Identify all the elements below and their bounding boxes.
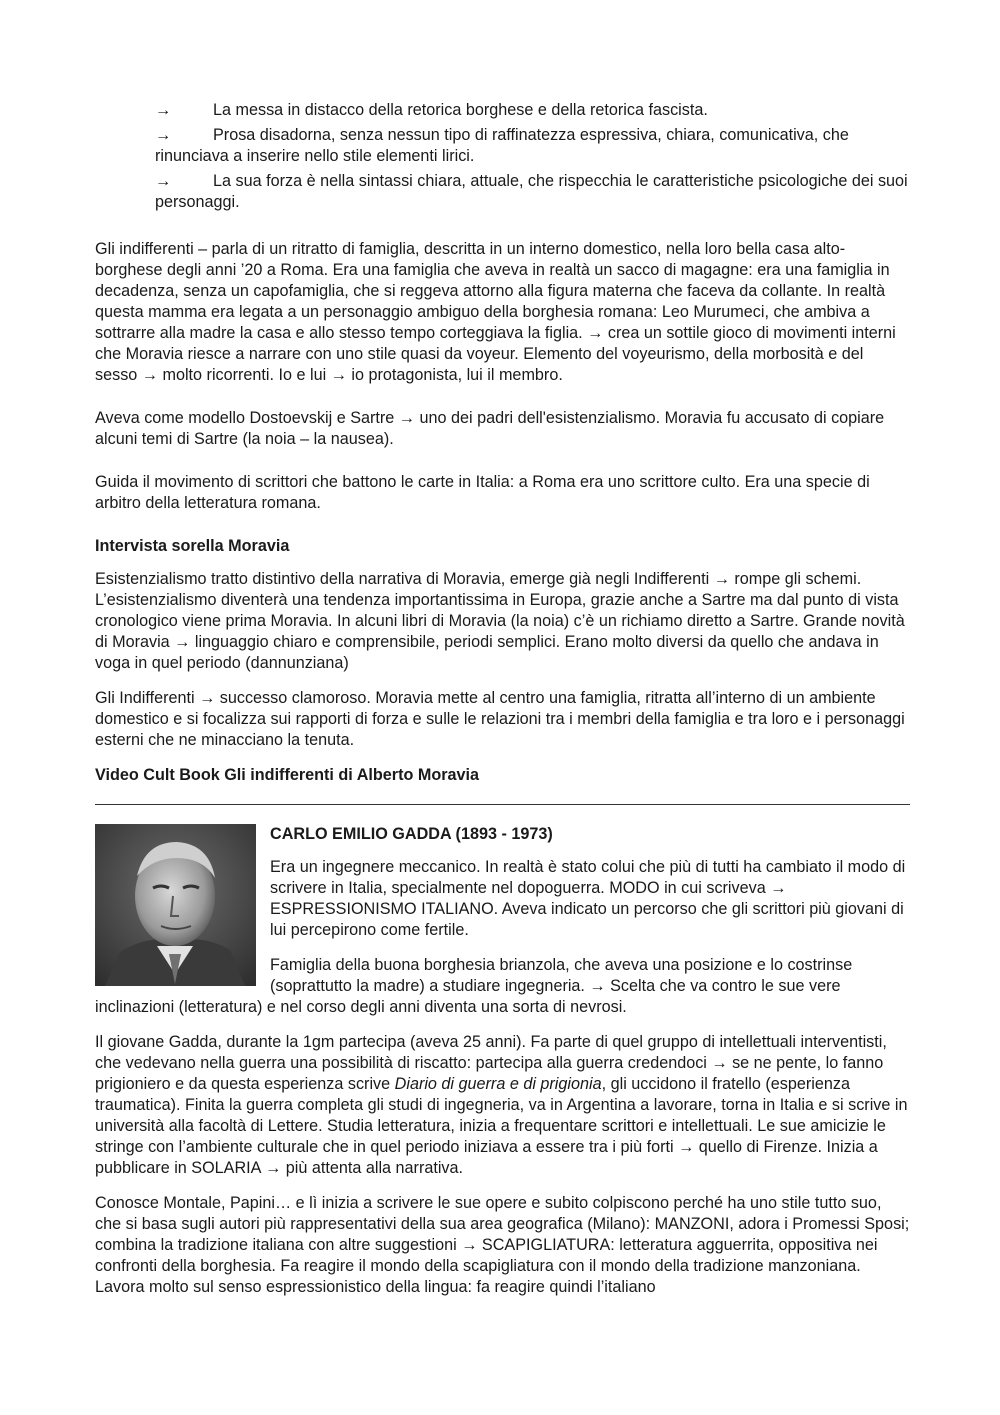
bullet-text: La sua forza è nella sintassi chiara, attuale, che rispecchia le caratteristiche psicologiche dei suoi personaggi. — [155, 172, 908, 211]
paragraph-successo: Gli Indifferenti → successo clamoroso. Moravia mette al centro una famiglia, ritratta all’interno di un ambiente domestico e si focalizza sui rapporti di forza e sulle le relazioni tra i membri della famiglia e tra loro e i personaggi esterni che ne minacciano la tenuta. — [95, 689, 905, 749]
book-title: Diario di guerra e di prigionia — [394, 1075, 602, 1093]
paragraph-montale: Conosce Montale, Papini… e lì inizia a scrivere le sue opere e subito colpiscono perché ha uno stile tutto suo, che si basa sugli autori più rappresentativi della sua area geografica (Milano): MANZONI, adora i Promessi Sposi; combina la tradizione italiana con altre suggestioni → SCAPIGLIATURA: letteratura agguerrita, oppositiva nei confronti della borghesia. Fa reagire il mondo della scapigliatura con il mondo della tradizione manzoniana. Lavora molto sul senso espressionistico della lingua: fa reagire quindi l’italiano — [95, 1194, 910, 1296]
heading-intervista: Intervista sorella Moravia — [95, 537, 290, 555]
gadda-heading: CARLO EMILIO GADDA (1893 - 1973) — [270, 825, 553, 843]
paragraph-giovane-gadda — [95, 1032, 910, 1179]
section-divider — [95, 804, 910, 805]
paragraph-modello: Aveva come modello Dostoevskij e Sartre → uno dei padri dell'esistenzialismo. Moravia fu accusato di copiare alcuni temi di Sartre (la noia – la nausea). — [95, 409, 885, 448]
list-item — [155, 171, 910, 213]
bullet-list — [95, 100, 910, 213]
document-page — [95, 100, 910, 1312]
bullet-text: La messa in distacco della retorica borghese e della retorica fascista. — [213, 101, 708, 119]
gadda-portrait — [95, 824, 256, 986]
paragraph-guida: Guida il movimento di scrittori che battono le carte in Italia: a Roma era uno scrittore culto. Era una specie di arbitro della letteratura romana. — [95, 473, 870, 512]
heading-video: Video Cult Book Gli indifferenti di Alberto Moravia — [95, 766, 480, 784]
list-item — [155, 125, 910, 167]
arrow-icon: → — [155, 101, 172, 119]
arrow-icon: → — [155, 126, 172, 144]
giovane-text-start: Il giovane Gadda, durante la 1gm partecipa (aveva 25 anni). Fa parte di quel gruppo di intellettuali interventisti, che vedevano nella guerra una possibilità di riscatto: partecipa alla guerra credendoci → se ne pente, lo fanno prigioniero e da questa esperienza scrive — [95, 1033, 887, 1093]
paragraph-esistenzialismo: Esistenzialismo tratto distintivo della narrativa di Moravia, emerge già negli Indifferenti → rompe gli schemi. L’esistenzialismo diventerà una tendenza importantissima in Europa, grazie anche a Sartre ma dal punto di vista cronologico viene prima Moravia. In alcuni libri di Moravia (la noia) c’è un richiamo diretto a Sartre. Grande novità di Moravia → linguaggio chiaro e comprensibile, periodi semplici. Erano molto diversi da quello che andava in voga in quel periodo (dannunziana) — [95, 570, 905, 672]
list-item — [155, 100, 910, 121]
paragraph-gadda-2: Famiglia della buona borghesia brianzola, che aveva una posizione e lo costrinse (soprattutto la madre) a studiare ingegneria. → Scelta che va contro le sue vere inclinazioni (letteratura) e nel corso degli anni diventa una sorta di nevrosi. — [95, 956, 853, 1016]
giovane-text-end: , gli uccidono il fratello (esperienza traumatica). Finita la guerra completa gli studi di ingegneria, va in Argentina a lavorare, torna in Italia e si scrive in università alla facoltà di Lettere. Studia letteratura, inizia a frequentare scrittori e intellettuali. Le sue amicizie le stringe con l’ambiente culturale che in quel periodo iniziava a essere tra i più forti → quello di Firenze. Inizia a pubblicare in SOLARIA → più attenta alla narrativa. — [95, 1075, 908, 1177]
bullet-text: Prosa disadorna, senza nessun tipo di raffinatezza espressiva, chiara, comunicativa, che rinunciava a inserire nello stile elementi lirici. — [155, 126, 849, 165]
paragraph-gadda-1: Era un ingegnere meccanico. In realtà è stato colui che più di tutti ha cambiato il modo di scrivere in Italia, specialmente nel dopoguerra. MODO in cui scriveva → ESPRESSIONISMO ITALIANO. Aveva indicato un percorso che gli scrittori più giovani di lui percepirono come fertile. — [270, 858, 906, 939]
paragraph-indifferenti: Gli indifferenti – parla di un ritratto di famiglia, descritta in un interno domestico, nella loro bella casa alto-borghese degli anni ’20 a Roma. Era una famiglia che aveva in realtà un sacco di magagne: era una famiglia in decadenza, senza un capofamiglia, che si reggeva attorno alla figura materna che faceva da collante. In realtà questa mamma era legata a un personaggio ambiguo della borghesia romana: Leo Murumeci, che ambiva a sottrarre alla madre la casa e allo stesso tempo corteggiava la figlia. → crea un sottile gioco di movimenti interni che Moravia riesce a narrare con uno stile quasi da voyeur. Elemento del voyeurismo, della morbosità e del sesso → molto ricorrenti. Io e lui → io protagonista, lui il membro. — [95, 240, 896, 384]
arrow-icon: → — [155, 172, 172, 190]
portrait-image — [95, 824, 256, 986]
